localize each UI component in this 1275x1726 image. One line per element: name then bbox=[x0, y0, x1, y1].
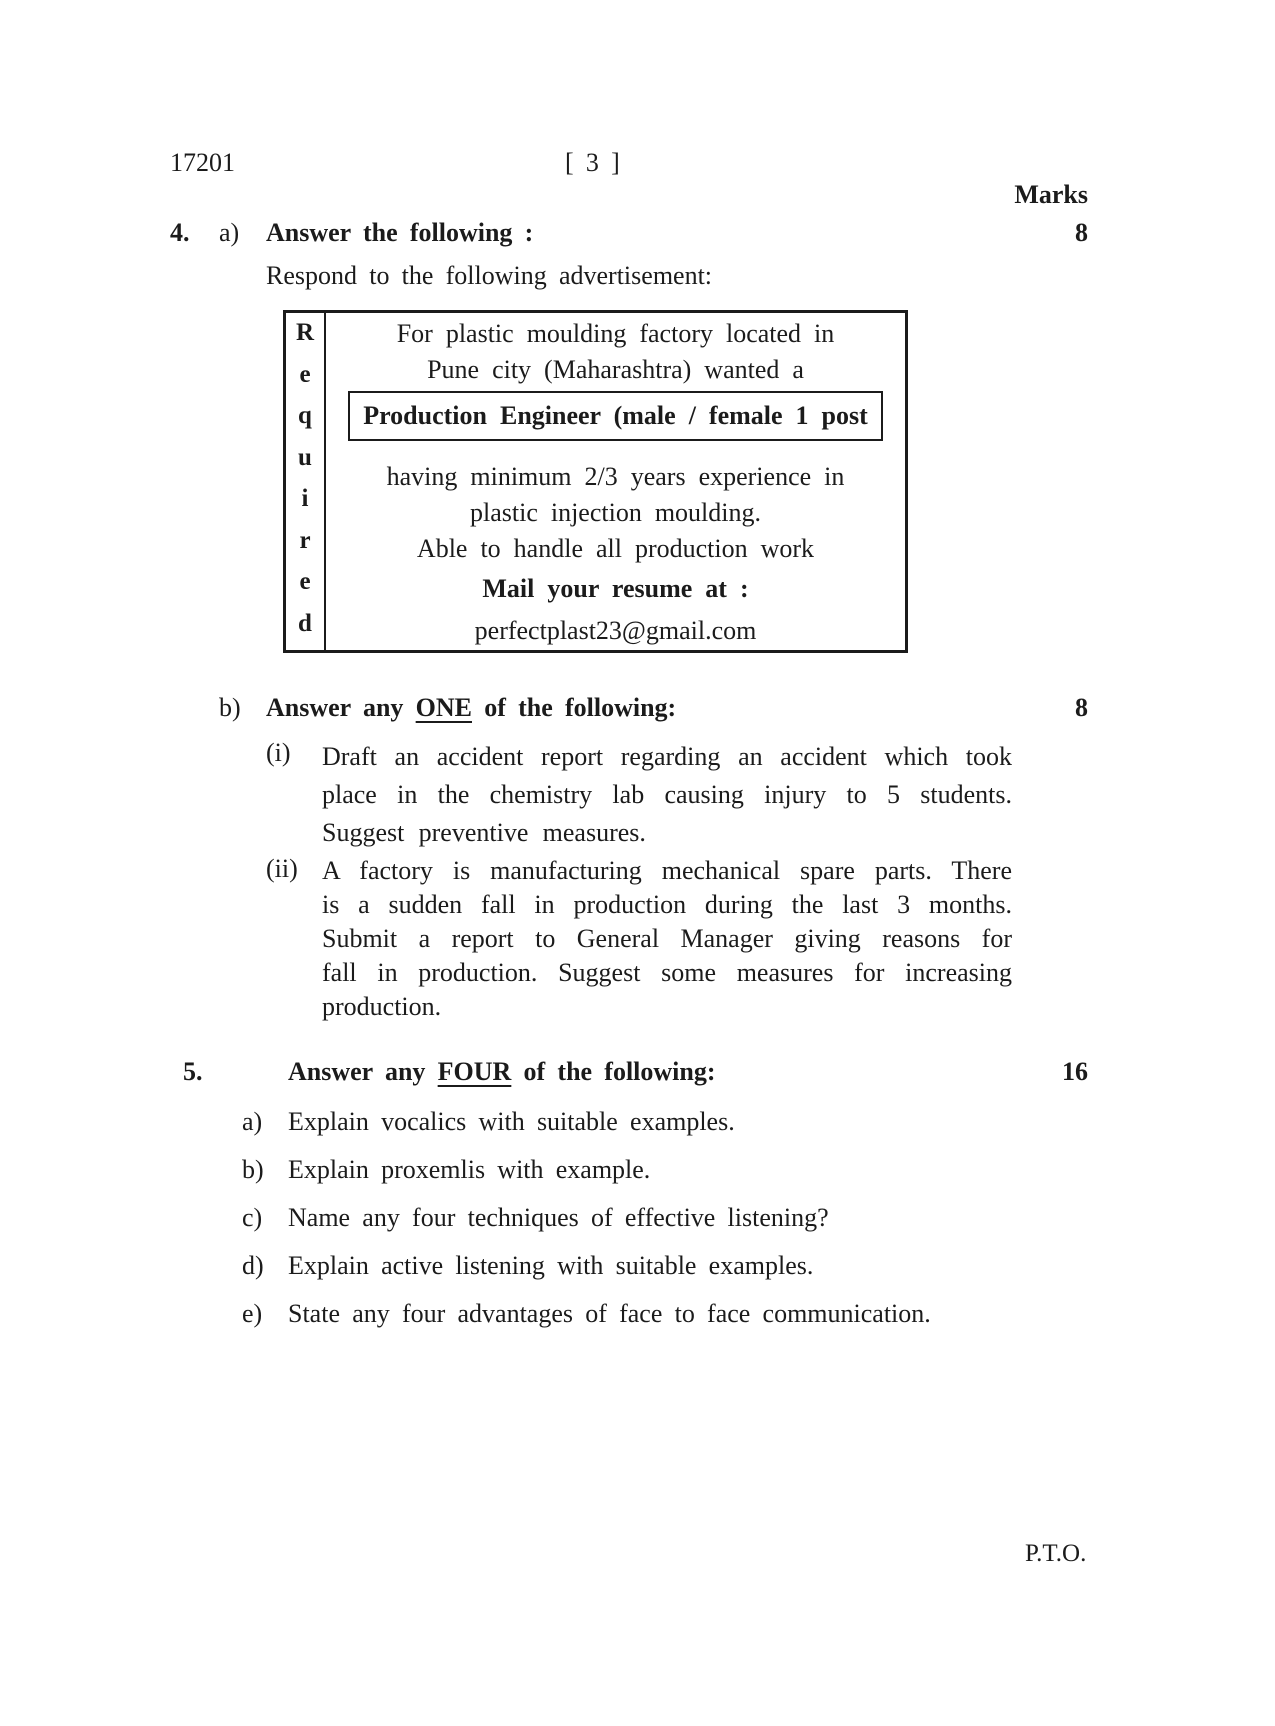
question-5-number: 5. bbox=[183, 1057, 203, 1086]
paragraph-line: Draft an accident report regarding an accident which took bbox=[322, 742, 1012, 771]
question-4b-heading bbox=[266, 693, 676, 723]
required-letter: R bbox=[295, 319, 315, 346]
list-item bbox=[242, 1155, 931, 1185]
item-ii-paragraph bbox=[322, 854, 1012, 1024]
question-4a-heading: Answer the following : bbox=[266, 218, 534, 247]
list-item-text: Explain vocalics with suitable examples. bbox=[288, 1107, 735, 1136]
required-letter: u bbox=[298, 443, 312, 471]
required-letter: d bbox=[298, 609, 312, 637]
paragraph-line: Submit a report to General Manager giving reasons for bbox=[322, 924, 1012, 953]
ad-line: Pune city (Maharashtra) wanted a bbox=[427, 355, 804, 384]
list-item-text: Explain active listening with suitable examples. bbox=[288, 1251, 814, 1280]
ad-post-title: Production Engineer (male / female 1 post bbox=[363, 401, 868, 430]
paragraph-line: place in the chemistry lab causing injury to 5 students. bbox=[322, 780, 1012, 809]
list-item bbox=[242, 1299, 931, 1329]
list-item-label: c) bbox=[242, 1203, 263, 1232]
question-4a-marks: 8 bbox=[1075, 218, 1088, 247]
list-item-label: b) bbox=[242, 1155, 264, 1184]
required-letter: e bbox=[299, 568, 311, 596]
question-5-list bbox=[242, 1107, 931, 1347]
heading-post: of the following: bbox=[511, 1057, 716, 1086]
ad-post-title-box bbox=[348, 391, 883, 441]
required-letter: q bbox=[298, 402, 312, 430]
item-i-paragraph bbox=[322, 738, 1012, 852]
heading-pre: Answer any bbox=[266, 693, 416, 722]
item-ii-label: (ii) bbox=[266, 854, 298, 883]
item-i-label: (i) bbox=[266, 738, 291, 767]
question-5-heading bbox=[288, 1057, 716, 1087]
paragraph-line: is a sudden fall in production during the last 3 months. bbox=[322, 890, 1012, 919]
list-item-label: e) bbox=[242, 1299, 263, 1328]
ad-email: perfectplast23@gmail.com bbox=[474, 616, 757, 645]
heading-post: of the following: bbox=[472, 693, 677, 722]
ad-line: For plastic moulding factory located in bbox=[396, 319, 835, 348]
advertisement-content bbox=[326, 313, 905, 650]
required-letter: r bbox=[299, 526, 311, 554]
page-number: [ 3 ] bbox=[565, 148, 620, 177]
required-letter: i bbox=[301, 485, 309, 513]
list-item bbox=[242, 1107, 931, 1137]
pto-label: P.T.O. bbox=[1025, 1540, 1087, 1567]
question-5-marks: 16 bbox=[1062, 1057, 1088, 1086]
list-item-text: Name any four techniques of effective listening? bbox=[288, 1203, 829, 1232]
list-item-text: Explain proxemlis with example. bbox=[288, 1155, 651, 1184]
paragraph-line: production. bbox=[322, 992, 442, 1021]
heading-underlined-word: ONE bbox=[415, 693, 472, 722]
question-4a-label: a) bbox=[219, 218, 240, 247]
marks-column-header: Marks bbox=[1014, 180, 1088, 209]
paper-code: 17201 bbox=[170, 148, 235, 177]
ad-mail-label: Mail your resume at : bbox=[482, 574, 749, 603]
list-item-text: State any four advantages of face to face communication. bbox=[288, 1299, 931, 1328]
question-4-number: 4. bbox=[170, 218, 190, 247]
paragraph-line: A factory is manufacturing mechanical spare parts. There bbox=[322, 856, 1012, 885]
paragraph-line: Suggest preventive measures. bbox=[322, 818, 646, 847]
paragraph-line: fall in production. Suggest some measures for increasing bbox=[322, 958, 1012, 987]
list-item-label: a) bbox=[242, 1107, 263, 1136]
required-letter: e bbox=[299, 360, 311, 388]
heading-underlined-word: FOUR bbox=[437, 1057, 512, 1086]
question-4a-intro: Respond to the following advertisement: bbox=[266, 261, 713, 290]
list-item bbox=[242, 1203, 931, 1233]
question-4b-marks: 8 bbox=[1075, 693, 1088, 722]
heading-pre: Answer any bbox=[288, 1057, 438, 1086]
ad-line: having minimum 2/3 years experience in bbox=[386, 462, 845, 491]
ad-line: plastic injection moulding. bbox=[469, 498, 761, 527]
required-vertical-label bbox=[286, 313, 326, 650]
question-4b-label: b) bbox=[219, 693, 241, 722]
list-item-label: d) bbox=[242, 1251, 264, 1280]
ad-line: Able to handle all production work bbox=[416, 534, 815, 563]
list-item bbox=[242, 1251, 931, 1281]
advertisement-box bbox=[283, 310, 908, 653]
